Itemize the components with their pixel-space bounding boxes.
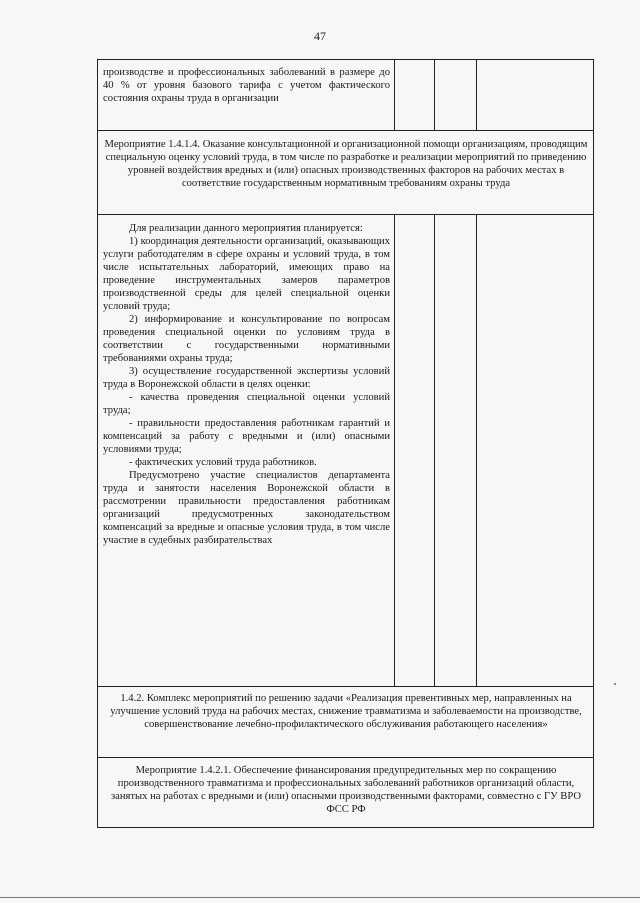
measure-1421-heading: Мероприятие 1.4.2.1. Обеспечение финансирования предупредительных мер по сокращению производственного травматизма и профессиональных заболеваний работников организаций области, занятых на работах с вредными и (или) опасными производственными факторами, совместно с ГУ ВРО ФСС РФ	[110, 765, 582, 815]
complex-142-heading: 1.4.2. Комплекс мероприятий по решению задачи «Реализация превентивных мер, направленных на улучшение условий труда на рабочих местах, снижение травматизма и заболеваемости на производстве, совершенствование лечебно-профилактического обслуживания работающего населения»	[110, 693, 582, 730]
column-divider	[434, 214, 435, 686]
page-bottom-edge	[0, 897, 640, 898]
measure-1414-body	[103, 222, 390, 547]
body-paragraph: - правильности предоставления работникам гарантий и компенсаций за работу с вредными и (или) опасными условиями труда;	[103, 418, 390, 455]
measure-1414-heading: Мероприятие 1.4.1.4. Оказание консультационной и организационной помощи организациям, проводящим специальную оценку условий труда, в том числе по разработке и реализации мероприятий по приведению уровней воздействия вредных и (или) опасных производственных факторов на рабочих местах в соответствие государственным нормативным требованиям охраны труда	[104, 139, 588, 189]
body-paragraph: 3) осуществление государственной экспертизы условий труда в Воронежской области в целях оценки:	[103, 366, 390, 390]
body-paragraph: - фактических условий труда работников.	[129, 457, 317, 468]
body-paragraph: 1) координация деятельности организаций, оказывающих услуги работодателям в сфере охраны и условий труда, в том числе испытательных лабораторий, имеющих право на проведение инструментальных замеров параметров производственной среды для целей специальной оценки условий труда;	[103, 236, 390, 312]
measures-table	[97, 59, 594, 828]
row-divider	[98, 757, 593, 758]
row-divider	[98, 214, 593, 215]
page-number: 47	[314, 29, 326, 43]
column-divider	[434, 60, 435, 130]
scan-speck	[614, 683, 616, 685]
row-divider	[98, 130, 593, 131]
body-paragraph: 2) информирование и консультирование по вопросам проведения специальной оценки по условиям труда в соответствии с государственными нормативными требованиями охраны труда;	[103, 314, 390, 364]
continuation-text: производстве и профессиональных заболеваний в размере до 40 % от уровня базового тарифа с учетом фактического состояния охраны труда в организации	[103, 67, 390, 104]
body-paragraph: Для реализации данного мероприятия планируется:	[129, 223, 363, 234]
body-paragraph: Предусмотрено участие специалистов департамента труда и занятости населения Воронежской области в рассмотрении правильности предоставления работникам организаций предусмотренных законодательством компенсаций за вредные и опасные условия труда, в том числе участие в судебных разбирательствах	[103, 470, 390, 546]
column-divider	[476, 60, 477, 130]
row-divider	[98, 686, 593, 687]
column-divider	[476, 214, 477, 686]
column-divider	[394, 60, 395, 130]
body-paragraph: - качества проведения специальной оценки условий труда;	[103, 392, 390, 416]
column-divider	[394, 214, 395, 686]
